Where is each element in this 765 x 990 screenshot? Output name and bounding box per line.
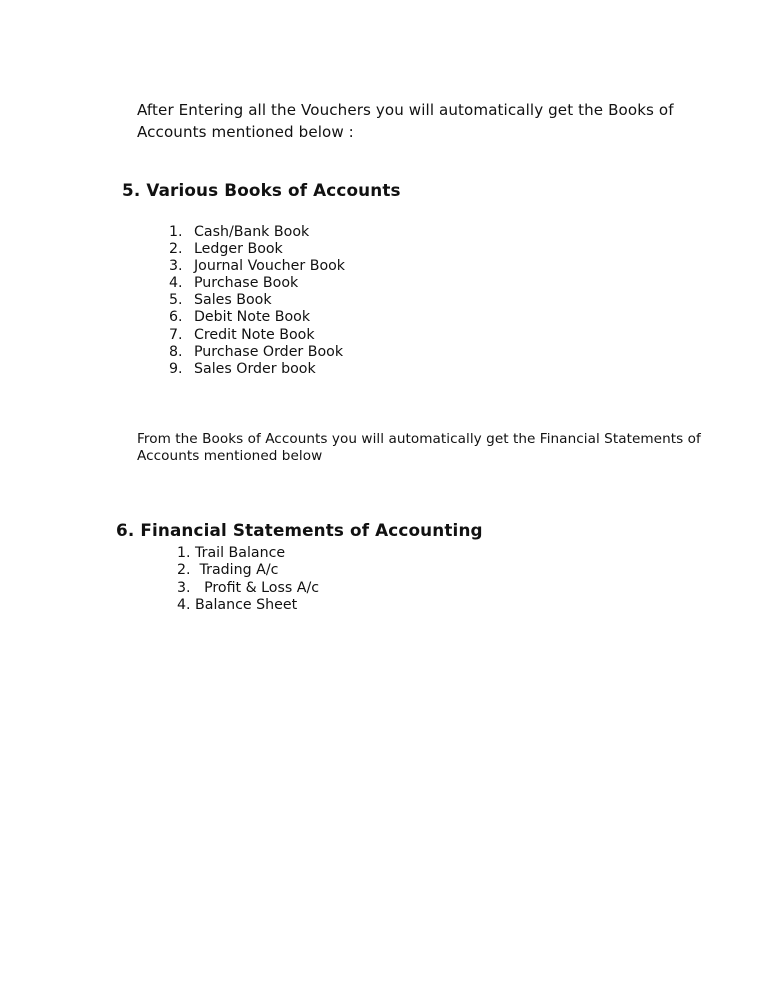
list-item: 3. Profit & Loss A/c <box>177 579 320 596</box>
list-item-number: 7. <box>169 326 183 343</box>
list-item-label: Purchase Order Book <box>194 343 344 360</box>
middle-paragraph: From the Books of Accounts you will automatically get the Financial Statements of Accounts mentioned below <box>137 430 701 465</box>
section-heading-various-books-of-accounts: 5. Various Books of Accounts <box>122 179 401 200</box>
list-item <box>169 224 345 241</box>
list-item-label: Journal Voucher Book <box>194 258 346 275</box>
list-item <box>169 344 345 361</box>
list-item-number: 5. <box>169 292 183 309</box>
list-item <box>169 361 345 378</box>
list-item: 1. Trail Balance <box>177 545 286 561</box>
list-item-label: Ledger Book <box>194 241 283 258</box>
list-item-label: Credit Note Book <box>194 326 315 343</box>
list-item-number: 1. <box>169 224 183 240</box>
list-item: 4. Balance Sheet <box>177 597 298 614</box>
books-of-accounts-list <box>169 224 345 378</box>
list-item-label: Sales Order book <box>194 360 316 377</box>
list-item-number: 6. <box>169 309 183 326</box>
list-item-label: Sales Book <box>194 292 272 309</box>
list-item-label: Purchase Book <box>194 275 299 292</box>
list-item <box>169 327 345 344</box>
list-item-number: 2. <box>169 241 183 258</box>
intro-paragraph: After Entering all the Vouchers you will automatically get the Books of Accounts mentioned below : <box>137 101 674 141</box>
list-item <box>169 275 345 292</box>
section-heading-financial-statements-of-accounting: 6. Financial Statements of Accounting <box>116 519 483 540</box>
list-item <box>169 309 345 326</box>
list-item-number: 4. <box>169 275 183 292</box>
list-item-label: Cash/Bank Book <box>194 224 310 240</box>
financial-statements-list <box>177 545 319 615</box>
list-item <box>169 241 345 258</box>
list-item-number: 3. <box>169 258 183 275</box>
list-item-number: 8. <box>169 343 183 360</box>
list-item-number: 9. <box>169 360 183 377</box>
list-item: 2. Trading A/c <box>177 562 279 579</box>
list-item-label: Debit Note Book <box>194 309 311 326</box>
list-item <box>169 292 345 309</box>
list-item <box>169 258 345 275</box>
